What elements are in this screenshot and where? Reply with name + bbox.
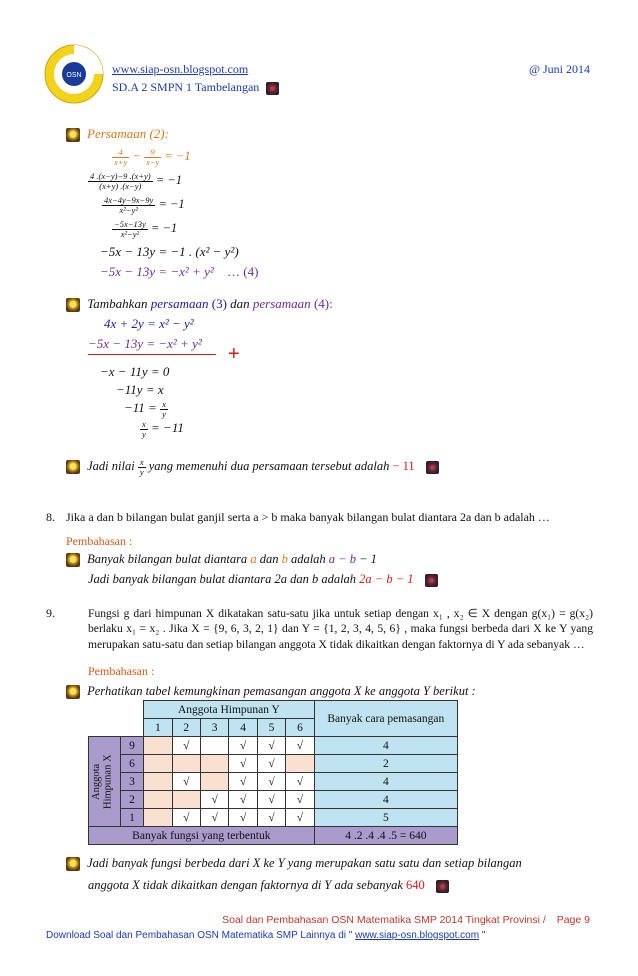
q8-s1-f: a − b	[328, 552, 356, 566]
add-title-c: (3)	[208, 296, 231, 311]
q9-concl2	[88, 878, 449, 893]
eq2-line2	[88, 172, 182, 190]
eq2-l4-den: x²−y²	[120, 228, 140, 239]
add-r4-rhs: = −11	[147, 420, 184, 435]
table-row	[89, 755, 458, 773]
mark-cell: √	[200, 809, 228, 827]
add-title-a: Tambahkan	[87, 296, 151, 311]
y-value: 6	[286, 719, 314, 737]
footer-page: Page 9	[556, 914, 590, 926]
mark-cell: √	[286, 773, 314, 791]
add-eq3: 4x + 2y = x² − y²	[104, 316, 194, 331]
mark-cell: √	[257, 809, 285, 827]
mark-cell	[144, 791, 172, 809]
table-corner	[120, 701, 143, 719]
q9-line2: berlaku x₁ = x₂ . Jika X = {9, 6, 3, 2, 1} dan Y = {1, 2, 3, 4, 5, 6} , maka fungsi berbeda dari X ke Y yang	[88, 622, 593, 635]
q9-number: 9.	[46, 606, 55, 620]
header-y: Anggota Himpunan Y	[144, 701, 315, 719]
header-school	[112, 80, 279, 95]
q8-number: 8.	[46, 510, 55, 524]
add-title-e: persamaan	[252, 296, 311, 311]
bullet-icon	[66, 298, 80, 312]
y-value: 1	[144, 719, 172, 737]
table-row	[89, 737, 458, 755]
q8-sol2	[88, 572, 438, 587]
count-cell: 2	[314, 755, 457, 773]
mark-cell: √	[229, 773, 257, 791]
mark-cell: √	[229, 809, 257, 827]
bullet-icon	[66, 685, 80, 699]
count-cell: 4	[314, 773, 457, 791]
eq2-l1-a-num: 4	[112, 148, 129, 158]
y-value: 5	[257, 719, 285, 737]
eq2-l1-a-den: x+y	[114, 156, 128, 167]
header-site-link[interactable]: www.siap-osn.blogspot.com	[112, 62, 249, 76]
mark-cell	[144, 773, 172, 791]
add-r3-den: y	[162, 408, 166, 419]
x-value: 1	[120, 809, 143, 827]
footer-value: 4 .2 .4 .4 .5 = 640	[314, 827, 457, 845]
q9-intro-text: Perhatikan tabel kemungkinan pemasangan anggota X ke anggota Y berikut :	[87, 684, 476, 698]
table-row	[89, 809, 458, 827]
bullet-icon	[66, 460, 80, 474]
pairing-table	[88, 700, 458, 845]
q8-s1-b: a	[250, 552, 257, 566]
mark-cell	[200, 755, 228, 773]
cat-icon	[425, 574, 438, 587]
mark-cell	[200, 737, 228, 755]
q9-pembahasan: Pembahasan :	[88, 664, 155, 678]
table-corner	[89, 701, 121, 719]
mark-cell	[200, 773, 228, 791]
q8-s2-b: 2a − b − 1	[359, 572, 414, 586]
add-rule	[88, 354, 216, 355]
cat-icon	[266, 82, 279, 95]
footer-title: Soal dan Pembahasan OSN Matematika SMP 2014 Tingkat Provinsi /	[222, 914, 546, 926]
concl1-b: yang memenuhi dua persamaan tersebut adalah	[145, 458, 393, 473]
table-row	[89, 791, 458, 809]
q9-intro	[66, 684, 476, 699]
footer-label: Banyak fungsi yang terbentuk	[89, 827, 315, 845]
q9-ans: 640	[406, 878, 425, 892]
x-value: 9	[120, 737, 143, 755]
concl1-den: y	[139, 466, 144, 477]
mark-cell: √	[229, 755, 257, 773]
mark-cell	[286, 755, 314, 773]
q8-s2-a: Jadi banyak bilangan bulat diantara 2a dan b adalah	[88, 572, 360, 586]
add-title-row	[66, 296, 333, 312]
mark-cell: √	[172, 773, 200, 791]
eq2-l6-tag: … (4)	[227, 264, 259, 279]
mark-cell: √	[257, 773, 285, 791]
bullet-icon	[66, 553, 80, 567]
add-r4-den: y	[142, 428, 146, 439]
q8-s1-d: b	[281, 552, 288, 566]
add-r3	[124, 400, 168, 418]
mark-cell: √	[257, 755, 285, 773]
footer-download-a: Download Soal dan Pembahasan OSN Matematika SMP Lainnya di "	[46, 930, 356, 941]
mark-cell	[172, 791, 200, 809]
header-count: Banyak cara pemasangan	[314, 701, 457, 737]
mark-cell	[144, 755, 172, 773]
add-r3-lhs: −11 =	[124, 400, 161, 415]
mark-cell	[172, 755, 200, 773]
eq2-l3-rhs: = −1	[158, 196, 185, 211]
add-r4-num: x	[142, 419, 146, 430]
q9-concl2-text: anggota X tidak dikaitkan dengan faktornya di Y ada sebanyak	[88, 878, 407, 892]
bullet-icon	[66, 128, 80, 142]
mark-cell: √	[172, 809, 200, 827]
add-title-f: (4):	[310, 296, 333, 311]
eq2-line6	[100, 264, 258, 280]
eq2-l2-den: (x+y) .(x−y)	[99, 180, 142, 191]
eq2-title-row	[66, 126, 169, 142]
cat-icon	[436, 880, 449, 893]
y-value: 4	[229, 719, 257, 737]
x-value: 2	[120, 791, 143, 809]
q9-concl1	[66, 856, 522, 871]
mark-cell: √	[172, 737, 200, 755]
mark-cell	[144, 809, 172, 827]
add-plus: +	[228, 343, 240, 365]
eq2-l2-num: 4 .(x−y)−9 .(x+y)	[90, 171, 151, 181]
mark-cell: √	[286, 791, 314, 809]
eq2-l1-b-num: 9	[144, 148, 161, 158]
eq2-l4-rhs: = −1	[150, 220, 178, 235]
eq2-line1: $\frac{4}{x+y}$ − $\frac{9}{x-y}$ = −1	[114, 147, 191, 167]
eq2-l1-rhs: = −1	[164, 148, 191, 163]
q8-text: Jika a dan b bilangan bulat ganjil serta a > b maka banyak bilangan bulat diantara 2a dan b adalah …	[66, 510, 550, 524]
mark-cell	[144, 737, 172, 755]
count-cell: 4	[314, 791, 457, 809]
add-r4	[140, 420, 184, 438]
q8-sol1	[66, 552, 377, 567]
eq2-l3-den: x²−y²	[119, 204, 138, 215]
footer-download-link[interactable]: www.siap-osn.blogspot.com	[355, 930, 480, 941]
footer-title-row	[222, 914, 590, 926]
mark-cell: √	[229, 737, 257, 755]
mark-cell: √	[257, 791, 285, 809]
eq2-line4	[112, 220, 177, 238]
q8-s1-e: adalah	[287, 552, 329, 566]
add-title-b: persamaan	[150, 296, 209, 311]
mark-cell: √	[286, 737, 314, 755]
logo-text: OSN	[66, 72, 82, 79]
table-row	[89, 773, 458, 791]
count-cell: 5	[314, 809, 457, 827]
mark-cell: √	[229, 791, 257, 809]
mark-cell: √	[286, 809, 314, 827]
eq2-l6-text: −5x − 13y = −x² + y²	[100, 264, 214, 279]
eq2-l3-num: 4x−4y−9x−9y	[104, 195, 154, 205]
y-value: 3	[200, 719, 228, 737]
bullet-icon	[66, 857, 80, 871]
concl1-ans: − 11	[392, 458, 415, 473]
concl1-num: x	[139, 457, 144, 467]
add-r1: −x − 11y = 0	[100, 364, 170, 379]
q8-s1-c: dan	[256, 552, 282, 566]
concl1-a: Jadi nilai	[87, 458, 138, 473]
header-date: @ Juni 2014	[528, 62, 590, 76]
header-school-text: SD.A 2 SMPN 1 Tambelangan	[112, 80, 260, 94]
q8-s1-g: − 1	[355, 552, 377, 566]
add-r3-num: x	[162, 399, 166, 410]
eq2-l4-num: −5x−13y	[114, 219, 146, 229]
count-cell: 4	[314, 737, 457, 755]
cat-icon	[426, 461, 439, 474]
add-eq4: −5x − 13y = −x² + y²	[88, 336, 202, 351]
eq2-l2-rhs: = −1	[155, 172, 182, 187]
eq2-line3	[102, 196, 185, 214]
q9-concl1-text: Jadi banyak fungsi berbeda dari X ke Y yang merupakan satu satu dan setiap bilangan	[87, 856, 522, 870]
add-r2: −11y = x	[116, 382, 164, 397]
q9-line1: Fungsi g dari himpunan X dikatakan satu-satu jika untuk setiap dengan x₁ , x₂ ∈ X dengan g(x₁) = g(x₂)	[88, 607, 593, 620]
table-corner	[89, 719, 121, 737]
x-value: 3	[120, 773, 143, 791]
x-label: Anggota Himpunan X	[91, 754, 114, 809]
eq2-line5: −5x − 13y = −1 . (x² − y²)	[100, 244, 239, 259]
table-corner	[120, 719, 143, 737]
eq2-l1-b-den: x−y	[145, 156, 160, 167]
q8-s1-a: Banyak bilangan bulat diantara	[87, 552, 251, 566]
footer-download-b: "	[479, 930, 486, 941]
q8-pembahasan: Pembahasan :	[66, 534, 133, 548]
mark-cell: √	[200, 791, 228, 809]
site-logo	[44, 44, 104, 104]
x-value: 6	[120, 755, 143, 773]
concl1-row	[66, 458, 439, 476]
mark-cell: √	[257, 737, 285, 755]
x-label-cell	[89, 737, 121, 827]
q9-line3: merupakan satu-satu dan setiap bilangan anggota X tidak dikaitkan dengan faktornya di Y ada sebanyak …	[88, 638, 585, 651]
eq2-title: Persamaan (2):	[87, 126, 169, 141]
y-value: 2	[172, 719, 200, 737]
add-title-d: dan	[230, 296, 253, 311]
footer-download	[46, 930, 485, 941]
